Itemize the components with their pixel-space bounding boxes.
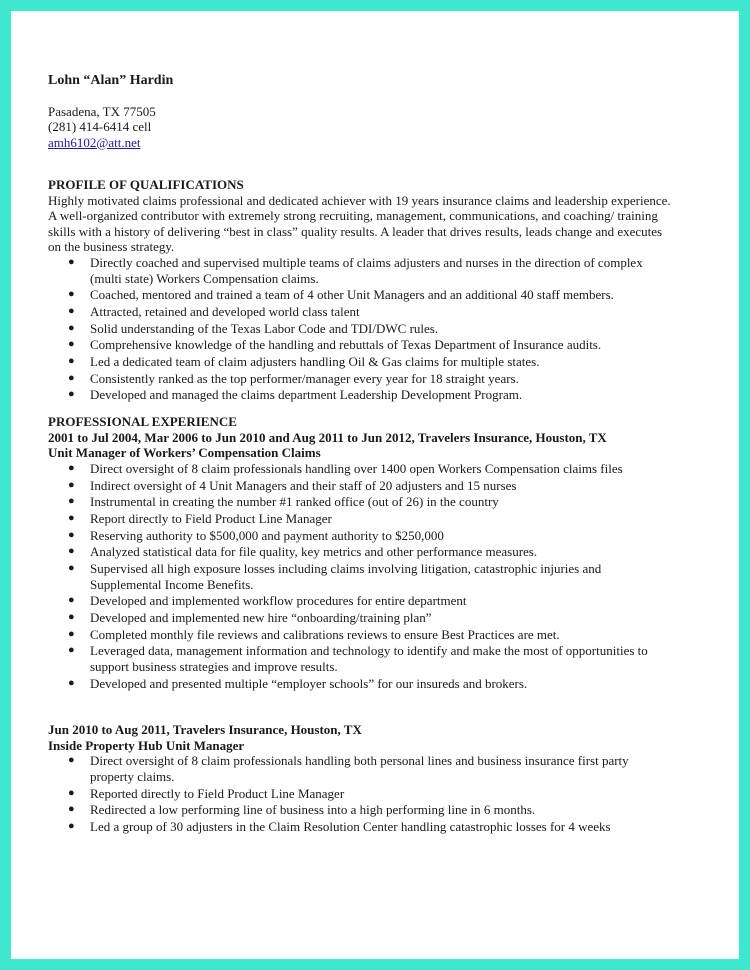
phone: (281) 414-6414 cell [48, 119, 152, 135]
bullet-text: Directly coached and supervised multiple teams of claims adjusters and nurses in the direction of complex [90, 255, 643, 271]
job-1-title: Unit Manager of Workers’ Compensation Claims [48, 445, 321, 461]
bullet-item [48, 354, 709, 370]
bullet-dot-icon: ● [68, 561, 75, 574]
bullet-text: Instrumental in creating the number #1 ranked office (out of 26) in the country [90, 494, 499, 510]
job-2-bullet-list [48, 753, 709, 834]
profile-summary-line: Highly motivated claims professional and dedicated achiever with 19 years insurance claims and leadership experience. [48, 192, 671, 208]
experience-section [48, 414, 709, 835]
bullet-text: Analyzed statistical data for file quality, key metrics and other performance measures. [90, 544, 538, 560]
bullet-dot-icon: ● [68, 495, 75, 508]
bullet-text: (multi state) Workers Compensation claims. [90, 270, 319, 286]
bullet-item [48, 321, 709, 337]
profile-section [48, 177, 709, 403]
bullet-text: Attracted, retained and developed world class talent [90, 304, 360, 320]
bullet-text: property claims. [90, 768, 175, 784]
bullet-item [48, 478, 709, 494]
bullet-text: Reserving authority to $500,000 and payment authority to $250,000 [90, 527, 444, 543]
bullet-text: Supplemental Income Benefits. [90, 576, 254, 592]
contact-block [48, 104, 709, 151]
bullet-text: Consistently ranked as the top performer/manager every year for 18 straight years. [90, 370, 519, 386]
bullet-text: Coached, mentored and trained a team of 4 other Unit Managers and an additional 40 staff members. [90, 287, 614, 303]
candidate-name: Lohn “Alan” Hardin [48, 73, 174, 88]
bullet-dot-icon: ● [68, 545, 75, 558]
profile-heading: PROFILE OF QUALIFICATIONS [48, 177, 244, 193]
address: Pasadena, TX 77505 [48, 103, 156, 119]
bullet-item [48, 511, 709, 527]
bullet-text: Completed monthly file reviews and calibrations reviews to ensure Best Practices are met. [90, 626, 560, 642]
bullet-item [48, 753, 709, 784]
bullet-dot-icon: ● [68, 754, 75, 767]
bullet-item [48, 304, 709, 320]
bullet-text: Reported directly to Field Product Line Manager [90, 785, 345, 801]
email-link[interactable]: amh6102@att.net [48, 134, 141, 150]
bullet-dot-icon: ● [68, 371, 75, 384]
bullet-dot-icon: ● [68, 511, 75, 524]
bullet-item [48, 461, 709, 477]
bullet-item [48, 387, 709, 403]
bullet-dot-icon: ● [68, 803, 75, 816]
bullet-item [48, 255, 709, 286]
bullet-dot-icon: ● [68, 288, 75, 301]
bullet-item [48, 287, 709, 303]
bullet-dot-icon: ● [68, 786, 75, 799]
job-1-bullet-list [48, 461, 709, 691]
bullet-text: Developed and implemented workflow procedures for entire department [90, 593, 467, 609]
profile-summary [48, 193, 709, 255]
bullet-text: support business strategies and improve results. [90, 658, 338, 674]
bullet-text: Led a group of 30 adjusters in the Claim Resolution Center handling catastrophic losses for 4 weeks [90, 819, 611, 835]
profile-summary-line: skills with a history of delivering “best in class” quality results. A leader that drives results, leads change and executes [48, 223, 663, 239]
bullet-text: Direct oversight of 8 claim professionals handling over 1400 open Workers Compensation claims files [90, 460, 623, 476]
bullet-item [48, 786, 709, 802]
bullet-dot-icon: ● [68, 321, 75, 334]
job-2-dates-company: Jun 2010 to Aug 2011, Travelers Insurance, Houston, TX [48, 722, 362, 738]
job-1-dates-company: 2001 to Jul 2004, Mar 2006 to Jun 2010 and Aug 2011 to Jun 2012, Travelers Insurance, Houston, TX [48, 429, 607, 445]
bullet-item [48, 610, 709, 626]
profile-summary-line: A well-organized contributor with extremely strong recruiting, management, communications, and coaching/ training [48, 208, 658, 224]
bullet-dot-icon: ● [68, 820, 75, 833]
job-2 [48, 722, 709, 834]
bullet-dot-icon: ● [68, 676, 75, 689]
bullet-dot-icon: ● [68, 355, 75, 368]
bullet-dot-icon: ● [68, 528, 75, 541]
bullet-text: Leveraged data, management information and technology to identify and make the most of opportunities to [90, 643, 648, 659]
bullet-item [48, 819, 709, 835]
bullet-dot-icon: ● [68, 594, 75, 607]
bullet-dot-icon: ● [68, 478, 75, 491]
profile-bullet-list [48, 255, 709, 403]
bullet-item [48, 528, 709, 544]
bullet-item [48, 494, 709, 510]
bullet-item [48, 593, 709, 609]
bullet-item [48, 561, 709, 592]
bullet-text: Supervised all high exposure losses including claims involving litigation, catastrophic injuries and [90, 560, 602, 576]
bullet-text: Solid understanding of the Texas Labor Code and TDI/DWC rules. [90, 320, 439, 336]
bullet-item [48, 544, 709, 560]
job-2-title: Inside Property Hub Unit Manager [48, 737, 245, 753]
bullet-item [48, 802, 709, 818]
bullet-dot-icon: ● [68, 627, 75, 640]
bullet-text: Developed and presented multiple “employer schools” for our insureds and brokers. [90, 675, 528, 691]
bullet-item [48, 627, 709, 643]
bullet-dot-icon: ● [68, 338, 75, 351]
bullet-text: Developed and implemented new hire “onboarding/training plan” [90, 609, 432, 625]
bullet-text: Led a dedicated team of claim adjusters handling Oil & Gas claims for multiple states. [90, 354, 540, 370]
bullet-dot-icon: ● [68, 256, 75, 269]
bullet-dot-icon: ● [68, 610, 75, 623]
bullet-text: Comprehensive knowledge of the handling and rebuttals of Texas Department of Insurance audits. [90, 337, 602, 353]
bullet-dot-icon: ● [68, 644, 75, 657]
bullet-text: Direct oversight of 8 claim professionals handling both personal lines and business insurance first party [90, 753, 629, 769]
bullet-dot-icon: ● [68, 388, 75, 401]
bullet-dot-icon: ● [68, 305, 75, 318]
profile-summary-line: on the business strategy. [48, 239, 175, 255]
bullet-text: Redirected a low performing line of business into a high performing line in 6 months. [90, 802, 536, 818]
experience-heading: PROFESSIONAL EXPERIENCE [48, 414, 237, 430]
bullet-text: Developed and managed the claims department Leadership Development Program. [90, 387, 523, 403]
job-1 [48, 430, 709, 692]
bullet-dot-icon: ● [68, 461, 75, 474]
bullet-text: Report directly to Field Product Line Manager [90, 510, 332, 526]
bullet-text: Indirect oversight of 4 Unit Managers and their staff of 20 adjusters and 15 nurses [90, 477, 517, 493]
bullet-item [48, 337, 709, 353]
bullet-item [48, 371, 709, 387]
bullet-item [48, 676, 709, 692]
bullet-item [48, 643, 709, 674]
resume-page [11, 11, 739, 959]
